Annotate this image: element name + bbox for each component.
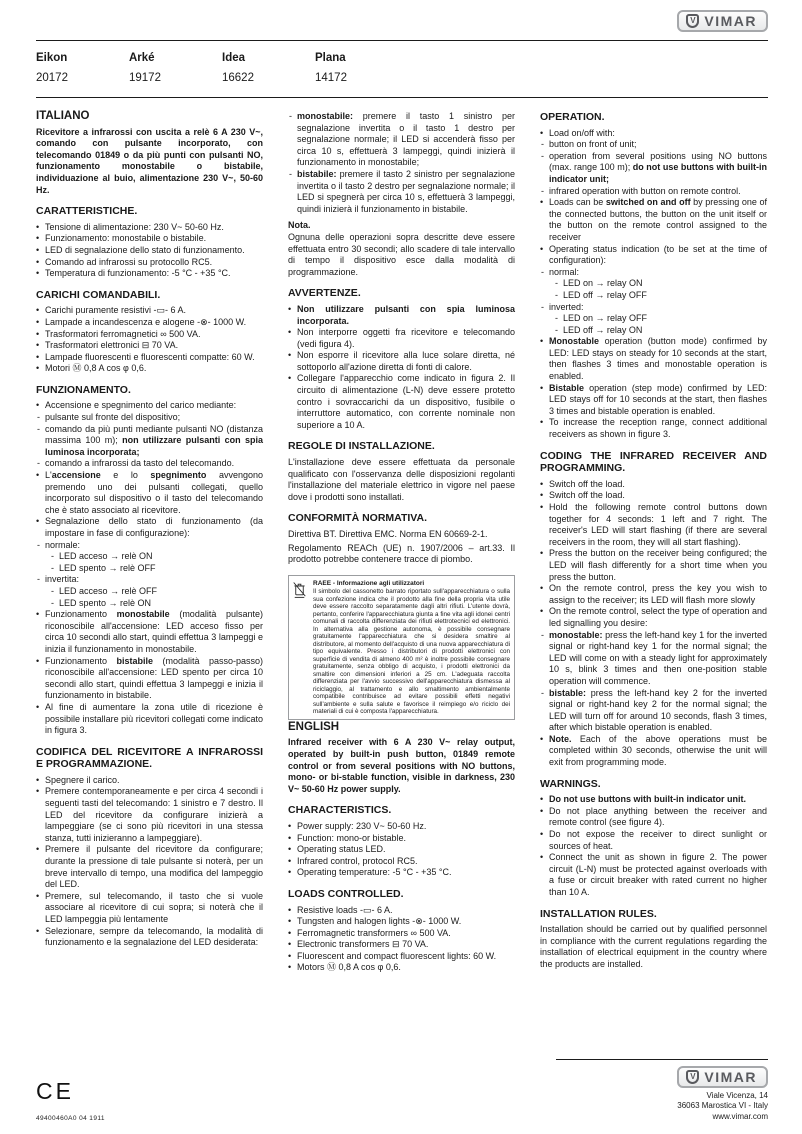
model-series: Arké xyxy=(129,52,155,64)
bullet-item: • Premere, sul telecomando, il tasto che si vuole associare al ricevitore di cui sopra; si noterà che il LED lampeggia più lentamente xyxy=(36,891,263,926)
language-heading: ITALIANO xyxy=(36,110,90,122)
dash-item: - bistabile: premere il tasto 2 sinistro per segnalazione invertita o il tasto 2 destro per segnalazione normale; il LED si spegnerà per circa 10 s, effettuerà 3 lampeggi, quindi inizierà il funzionamento in bistabile. xyxy=(289,169,515,215)
bullet-item: • Loads can be switched on and off by pressing one of the connected buttons, the button on the unit itself or the button on the remote control assigned to the receiver xyxy=(540,197,767,243)
note-heading: Nota. xyxy=(288,220,311,231)
brand-name: VIMAR xyxy=(704,1069,757,1085)
page-header xyxy=(36,8,768,98)
content-columns xyxy=(36,98,768,974)
dash-item: - pulsante sul fronte del dispositivo; xyxy=(37,412,263,424)
sub-dash-item: - LED spento → relè ON xyxy=(51,598,263,610)
sub-dash-item: - LED acceso → relè OFF xyxy=(51,586,263,598)
weee-text xyxy=(313,580,510,716)
bullet-item: • Funzionamento monostabile (modalità pulsante) riconoscibile all'accensione: LED acceso fisso per circa 10 secondi allo start, quindi effettua 3 lampeggi e inizia il funzionamento in monostabile. xyxy=(36,609,263,655)
bullet-item: • Trasformatori elettronici ⊟ 70 VA. xyxy=(36,340,263,352)
bullet-item: • Motors Ⓜ 0,8 A cos φ 0,6. xyxy=(288,962,515,974)
dash-item: - infrared operation with button on remote control. xyxy=(541,186,767,198)
website-url: www.vimar.com xyxy=(712,1112,768,1121)
bullet-item: • Non esporre il ricevitore alla luce solare diretta, né sottoporlo all'azione diretta di fonti di calore. xyxy=(288,350,515,373)
bullet-item: • Monostable operation (button mode) confirmed by LED: LED stays on steady for 10 seconds at the start, then flashes 3 times and monostable operation is enabled. xyxy=(540,336,767,382)
weee-bin-icon xyxy=(292,580,308,716)
bullet-item: • Non utilizzare pulsanti con spia luminosa incorporata. xyxy=(288,304,515,327)
bullet-item: • On the remote control, select the type of operation and led signalling you desire: xyxy=(540,606,767,629)
model-series: Plana xyxy=(315,52,346,64)
bullet-item: • Accensione e spegnimento del carico mediante: xyxy=(36,400,263,412)
section-heading: CODING THE INFRARED RECEIVER AND PROGRAMMING. xyxy=(540,449,767,475)
sub-dash-item: - LED off → relay ON xyxy=(555,325,767,337)
page-footer xyxy=(36,1059,768,1122)
model-eikon xyxy=(36,52,129,84)
model-series: Idea xyxy=(222,52,246,64)
address-line: Viale Vicenza, 14 xyxy=(706,1091,768,1100)
sub-dash-item: - LED off → relay OFF xyxy=(555,290,767,302)
section-heading: WARNINGS. xyxy=(540,777,601,790)
vimar-logo-footer xyxy=(677,1066,768,1088)
footer-right xyxy=(556,1059,768,1122)
column-middle xyxy=(288,111,515,974)
dash-item: - comando da più punti mediante pulsanti NO (distanza massima 100 m); non utilizzare pulsanti con spia luminosa incorporata; xyxy=(37,424,263,459)
column-english xyxy=(540,111,767,974)
footer-divider xyxy=(556,1059,768,1060)
bullet-item: • On the remote control, press the key you wish to assign to the receiver; its LED will flash more slowly xyxy=(540,583,767,606)
bullet-item: • Function: mono-or bistable. xyxy=(288,833,515,845)
model-idea xyxy=(222,52,315,84)
models-row xyxy=(36,41,768,97)
dash-item: - normale: xyxy=(37,540,263,552)
dash-item: - monostabile: premere il tasto 1 sinistro per segnalazione invertita o il tasto 1 destro per segnalazione normale; il LED si accenderà fisso per circa 10 s, effettuerà 3 lampeggi, quindi inizierà il funzionamento in monostabile; xyxy=(289,111,515,169)
weee-notice xyxy=(288,575,515,720)
bullet-item: • Do not place anything between the receiver and remote control (see figure 4). xyxy=(540,806,767,829)
lead-paragraph: Ricevitore a infrarossi con uscita a relè 6 A 230 V~, comando con pulsante incorporato, con telecomando 01849 o da più punti con pulsanti NO, funzionamento monostabile o bistabile, individuazione al buio, alimentazione 230 V~, 50-60 Hz. xyxy=(36,126,263,195)
section-heading: LOADS CONTROLLED. xyxy=(288,887,404,900)
bullet-item: • Load on/off with: xyxy=(540,128,767,140)
paragraph: Installation should be carried out by qualified personnel in compliance with the current regulations regarding the installation of electrical equipment in the country where the products are installed. xyxy=(540,924,767,969)
bullet-item: • Non interporre oggetti fra ricevitore e telecomando (vedi figura 4). xyxy=(288,327,515,350)
bullet-item: • Hold the following remote control buttons down together for 4 seconds: 1 left and 7 right. The receiver's LED will start flashing (if there are several receivers in the room, they will all start flashing). xyxy=(540,502,767,548)
bullet-item: • Comando ad infrarossi su protocollo RC5. xyxy=(36,257,263,269)
section-heading: REGOLE DI INSTALLAZIONE. xyxy=(288,440,435,453)
paragraph: Ognuna delle operazioni sopra descritte deve essere effettuata entro 30 secondi; allo scadere di tale intervallo di tempo il dispositivo esce dalla modalità di programmazione. xyxy=(288,231,515,277)
bullet-item: • Lampade fluorescenti e fluorescenti compatte: 60 W. xyxy=(36,352,263,364)
dash-item: - button on front of unit; xyxy=(541,139,767,151)
bullet-item: • Fluorescent and compact fluorescent lights: 60 W. xyxy=(288,951,515,963)
brand-name: VIMAR xyxy=(704,13,757,29)
bullet-item: • Operating status LED. xyxy=(288,844,515,856)
dash-item: - invertita: xyxy=(37,574,263,586)
bullet-item: • Trasformatori ferromagnetici ∞ 500 VA. xyxy=(36,329,263,341)
bullet-item: • Motori Ⓜ 0,8 A cos φ 0,6. xyxy=(36,363,263,375)
bullet-item: • Operating status indication (to be set at the time of configuration): xyxy=(540,244,767,267)
bullet-item: • To increase the reception range, connect additional receivers as shown in figure 3. xyxy=(540,417,767,440)
bullet-item: • Infrared control, protocol RC5. xyxy=(288,856,515,868)
bullet-item: • Ferromagnetic transformers ∞ 500 VA. xyxy=(288,928,515,940)
bullet-item: • Premere il pulsante del ricevitore da configurare; durante la pressione di tale pulsante si noterà, per un breve intervallo di tempo, una modifica del lampeggio del LED. xyxy=(36,844,263,890)
vimar-logo xyxy=(677,10,768,32)
model-code: 19172 xyxy=(129,72,161,84)
bullet-item: • Do not use buttons with built-in indicator unit. xyxy=(540,794,767,806)
bullet-item: • Tensione di alimentazione: 230 V~ 50-60 Hz. xyxy=(36,222,263,234)
address-line: 36063 Marostica VI - Italy xyxy=(677,1101,768,1110)
bullet-item: • Segnalazione dello stato di funzionamento (da impostare in fase di configurazione): xyxy=(36,516,263,539)
doc-code: 49400460A0 04 1911 xyxy=(36,1115,105,1122)
bullet-item: • Spegnere il carico. xyxy=(36,775,263,787)
section-heading: FUNZIONAMENTO. xyxy=(36,383,131,396)
dash-item: - inverted: xyxy=(541,302,767,314)
bullet-item: • LED di segnalazione dello stato di funzionamento. xyxy=(36,245,263,257)
paragraph: L'installazione deve essere effettuata da personale qualificato con l'osservanza delle disposizioni regolanti l'installazione del materiale elettrico in vigore nel paese dove i prodotti sono installati. xyxy=(288,457,515,502)
bullet-item: • Resistive loads -▭- 6 A. xyxy=(288,905,515,917)
sub-dash-item: - LED spento → relè OFF xyxy=(51,563,263,575)
paragraph: Direttiva BT. Direttiva EMC. Norma EN 60669-2-1. xyxy=(288,529,488,539)
bullet-item: • Bistable operation (step mode) confirmed by LED: LED stays off for 10 seconds at the start, then flashes 3 times and bistable operation is enabled. xyxy=(540,383,767,418)
bullet-item: • Switch off the load. xyxy=(540,490,767,502)
model-code: 14172 xyxy=(315,72,347,84)
bullet-item: • Note. Each of the above operations must be completed within 30 seconds, otherwise the unit will exit from programming mode. xyxy=(540,734,767,769)
section-heading: AVVERTENZE. xyxy=(288,287,361,300)
section-heading: OPERATION. xyxy=(540,111,605,123)
bullet-item: • Collegare l'apparecchio come indicato in figura 2. Il circuito di alimentazione (L-N) deve essere protetto contro i sovraccarichi da un dispositivo, fusibile o interruttore automatico, con corrente nominale non superiore a 10 A. xyxy=(288,373,515,431)
bullet-item: • Tungsten and halogen lights -⊗- 1000 W. xyxy=(288,916,515,928)
bullet-item: • Al fine di aumentare la zona utile di ricezione è possibile installare più ricevitori collegati come indicato in figura 3. xyxy=(36,702,263,737)
bullet-item: • Operating temperature: -5 °C - +35 °C. xyxy=(288,867,515,879)
section-heading: CONFORMITÀ NORMATIVA. xyxy=(288,512,428,525)
bullet-item: • Switch off the load. xyxy=(540,479,767,491)
bullet-item: • Selezionare, sempre da telecomando, la modalità di funzionamento e la segnalazione del LED desiderata: xyxy=(36,926,263,949)
paragraph: Regolamento REACh (UE) n. 1907/2006 – art.33. Il prodotto potrebbe contenere tracce di piombo. xyxy=(288,542,515,565)
dash-item: - bistable: press the left-hand key 2 for the inverted signal or right-hand key 2 for the normal signal; the LED will turn off for around 10 seconds, flash 3 times, after which bistable operation is enabled. xyxy=(541,688,767,734)
bullet-item: • Funzionamento bistabile (modalità passo-passo) riconoscibile all'accensione: LED spento per circa 10 secondi allo start, quindi effettua 3 lampeggi e inizia il funzionamento in bistabile. xyxy=(36,656,263,702)
section-heading: CODIFICA DEL RICEVITORE A INFRAROSSI E PROGRAMMAZIONE. xyxy=(36,745,263,771)
bullet-item: • L'accensione e lo spegnimento avvengono premendo uno dei pulsanti collegati, quello incorporato sul dispositivo o il tasto del telecomando che è stato associato al ricevitore. xyxy=(36,470,263,516)
dash-item: - monostable: press the left-hand key 1 for the inverted signal or right-hand key 1 for the normal signal; the LED will come on with a steady light for approximately 10 s, blink 3 times and then one-position stable operation will commence. xyxy=(541,630,767,688)
weee-body: Il simbolo del cassonetto barrato riportato sull'apparecchiatura o sulla sua confezione indica che il prodotto alla fine della propria vita utile deve essere raccolto separatamente dagli altri rifiuti. L'utente dovrà, pertanto, conferire l'apparecchiatura giunta a fine vita agli idonei centri comunali di raccolta differenziata dei rifiuti elettrotecnici ed elettronici. In alternativa alla gestione autonoma, è possibile consegnare gratuitamente l'apparecchiatura che si desidera smaltire al distributore, al momento dell'acquisto di una nuova apparecchiatura di tipo equivalente. Presso i distributori di prodotti elettronici con superficie di vendita di almeno 400 m² è inoltre possibile consegnare gratuitamente, senza obbligo di acquisto, i prodotti elettronici da smaltire con dimensioni inferiori a 25 cm. L'adeguata raccolta differenziata per l'avvio successivo dell'apparecchiatura dismessa al riciclaggio, al trattamento e allo smaltimento ambientalmente compatibile contribuisce ad evitare possibili effetti negativi sull'ambiente e sulla salute e favorisce il reimpiego e/o riciclo dei materiali di cui è composta l'apparecchiatura. xyxy=(313,588,510,716)
model-code: 20172 xyxy=(36,72,68,84)
bullet-item: • Press the button on the receiver being configured; the LED will flash differently for a short time when you press the button. xyxy=(540,548,767,583)
bullet-item: • Lampade a incandescenza e alogene -⊗- 1000 W. xyxy=(36,317,263,329)
section-heading: CARATTERISTICHE. xyxy=(36,205,138,218)
model-plana xyxy=(315,52,408,84)
ce-mark: CE xyxy=(36,1078,74,1104)
dash-item: - normal: xyxy=(541,267,767,279)
bullet-item: • Power supply: 230 V~ 50-60 Hz. xyxy=(288,821,515,833)
bullet-item: • Carichi puramente resistivi -▭- 6 A. xyxy=(36,305,263,317)
bullet-item: • Funzionamento: monostabile o bistabile. xyxy=(36,233,263,245)
model-series: Eikon xyxy=(36,52,68,64)
sub-dash-item: - LED acceso → relè ON xyxy=(51,551,263,563)
vimar-shield-icon: V xyxy=(686,14,699,28)
section-heading: INSTALLATION RULES. xyxy=(540,907,657,920)
bullet-item: • Electronic transformers ⊟ 70 VA. xyxy=(288,939,515,951)
dash-item: - comando a infrarossi da tasto del telecomando. xyxy=(37,458,263,470)
section-heading: CHARACTERISTICS. xyxy=(288,804,392,817)
section-heading: CARICHI COMANDABILI. xyxy=(36,288,161,301)
language-heading: ENGLISH xyxy=(288,720,340,733)
bullet-item: • Connect the unit as shown in figure 2. The power circuit (L-N) must be protected against overloads with a fuse or circuit breaker with rated current no higher than 10 A. xyxy=(540,852,767,898)
vimar-shield-icon: V xyxy=(686,1070,699,1084)
lead-paragraph: Infrared receiver with 6 A 230 V~ relay output, operated by built-in push button, 01849 remote control or from several positions with NO buttons, mono- or bi-stable function, visible in darkness, 230 V~ 50-60 Hz power supply. xyxy=(288,737,515,794)
header-logo-row xyxy=(36,8,768,40)
model-code: 16622 xyxy=(222,72,254,84)
sub-dash-item: - LED on → relay OFF xyxy=(555,313,767,325)
bullet-item: • Premere contemporaneamente e per circa 4 secondi i seguenti tasti del telecomando: 1 sinistro e 7 destro. Il LED del ricevitore da configurare inizierà a lampeggiare (se ci sono più ricevitori in una stessa stanza, tutti inizieranno a lampeggiare). xyxy=(36,786,263,844)
bullet-item: • Temperatura di funzionamento: -5 °C - +35 °C. xyxy=(36,268,263,280)
footer-left xyxy=(36,1078,105,1122)
model-arke xyxy=(129,52,222,84)
bullet-item: • Do not expose the receiver to direct sunlight or sources of heat. xyxy=(540,829,767,852)
sub-dash-item: - LED on → relay ON xyxy=(555,278,767,290)
dash-item: - operation from several positions using NO buttons (max. range 100 m); do not use buttons with built-in indicator unit; xyxy=(541,151,767,186)
column-italian xyxy=(36,111,263,974)
weee-title: RAEE - Informazione agli utilizzatori xyxy=(313,579,425,587)
